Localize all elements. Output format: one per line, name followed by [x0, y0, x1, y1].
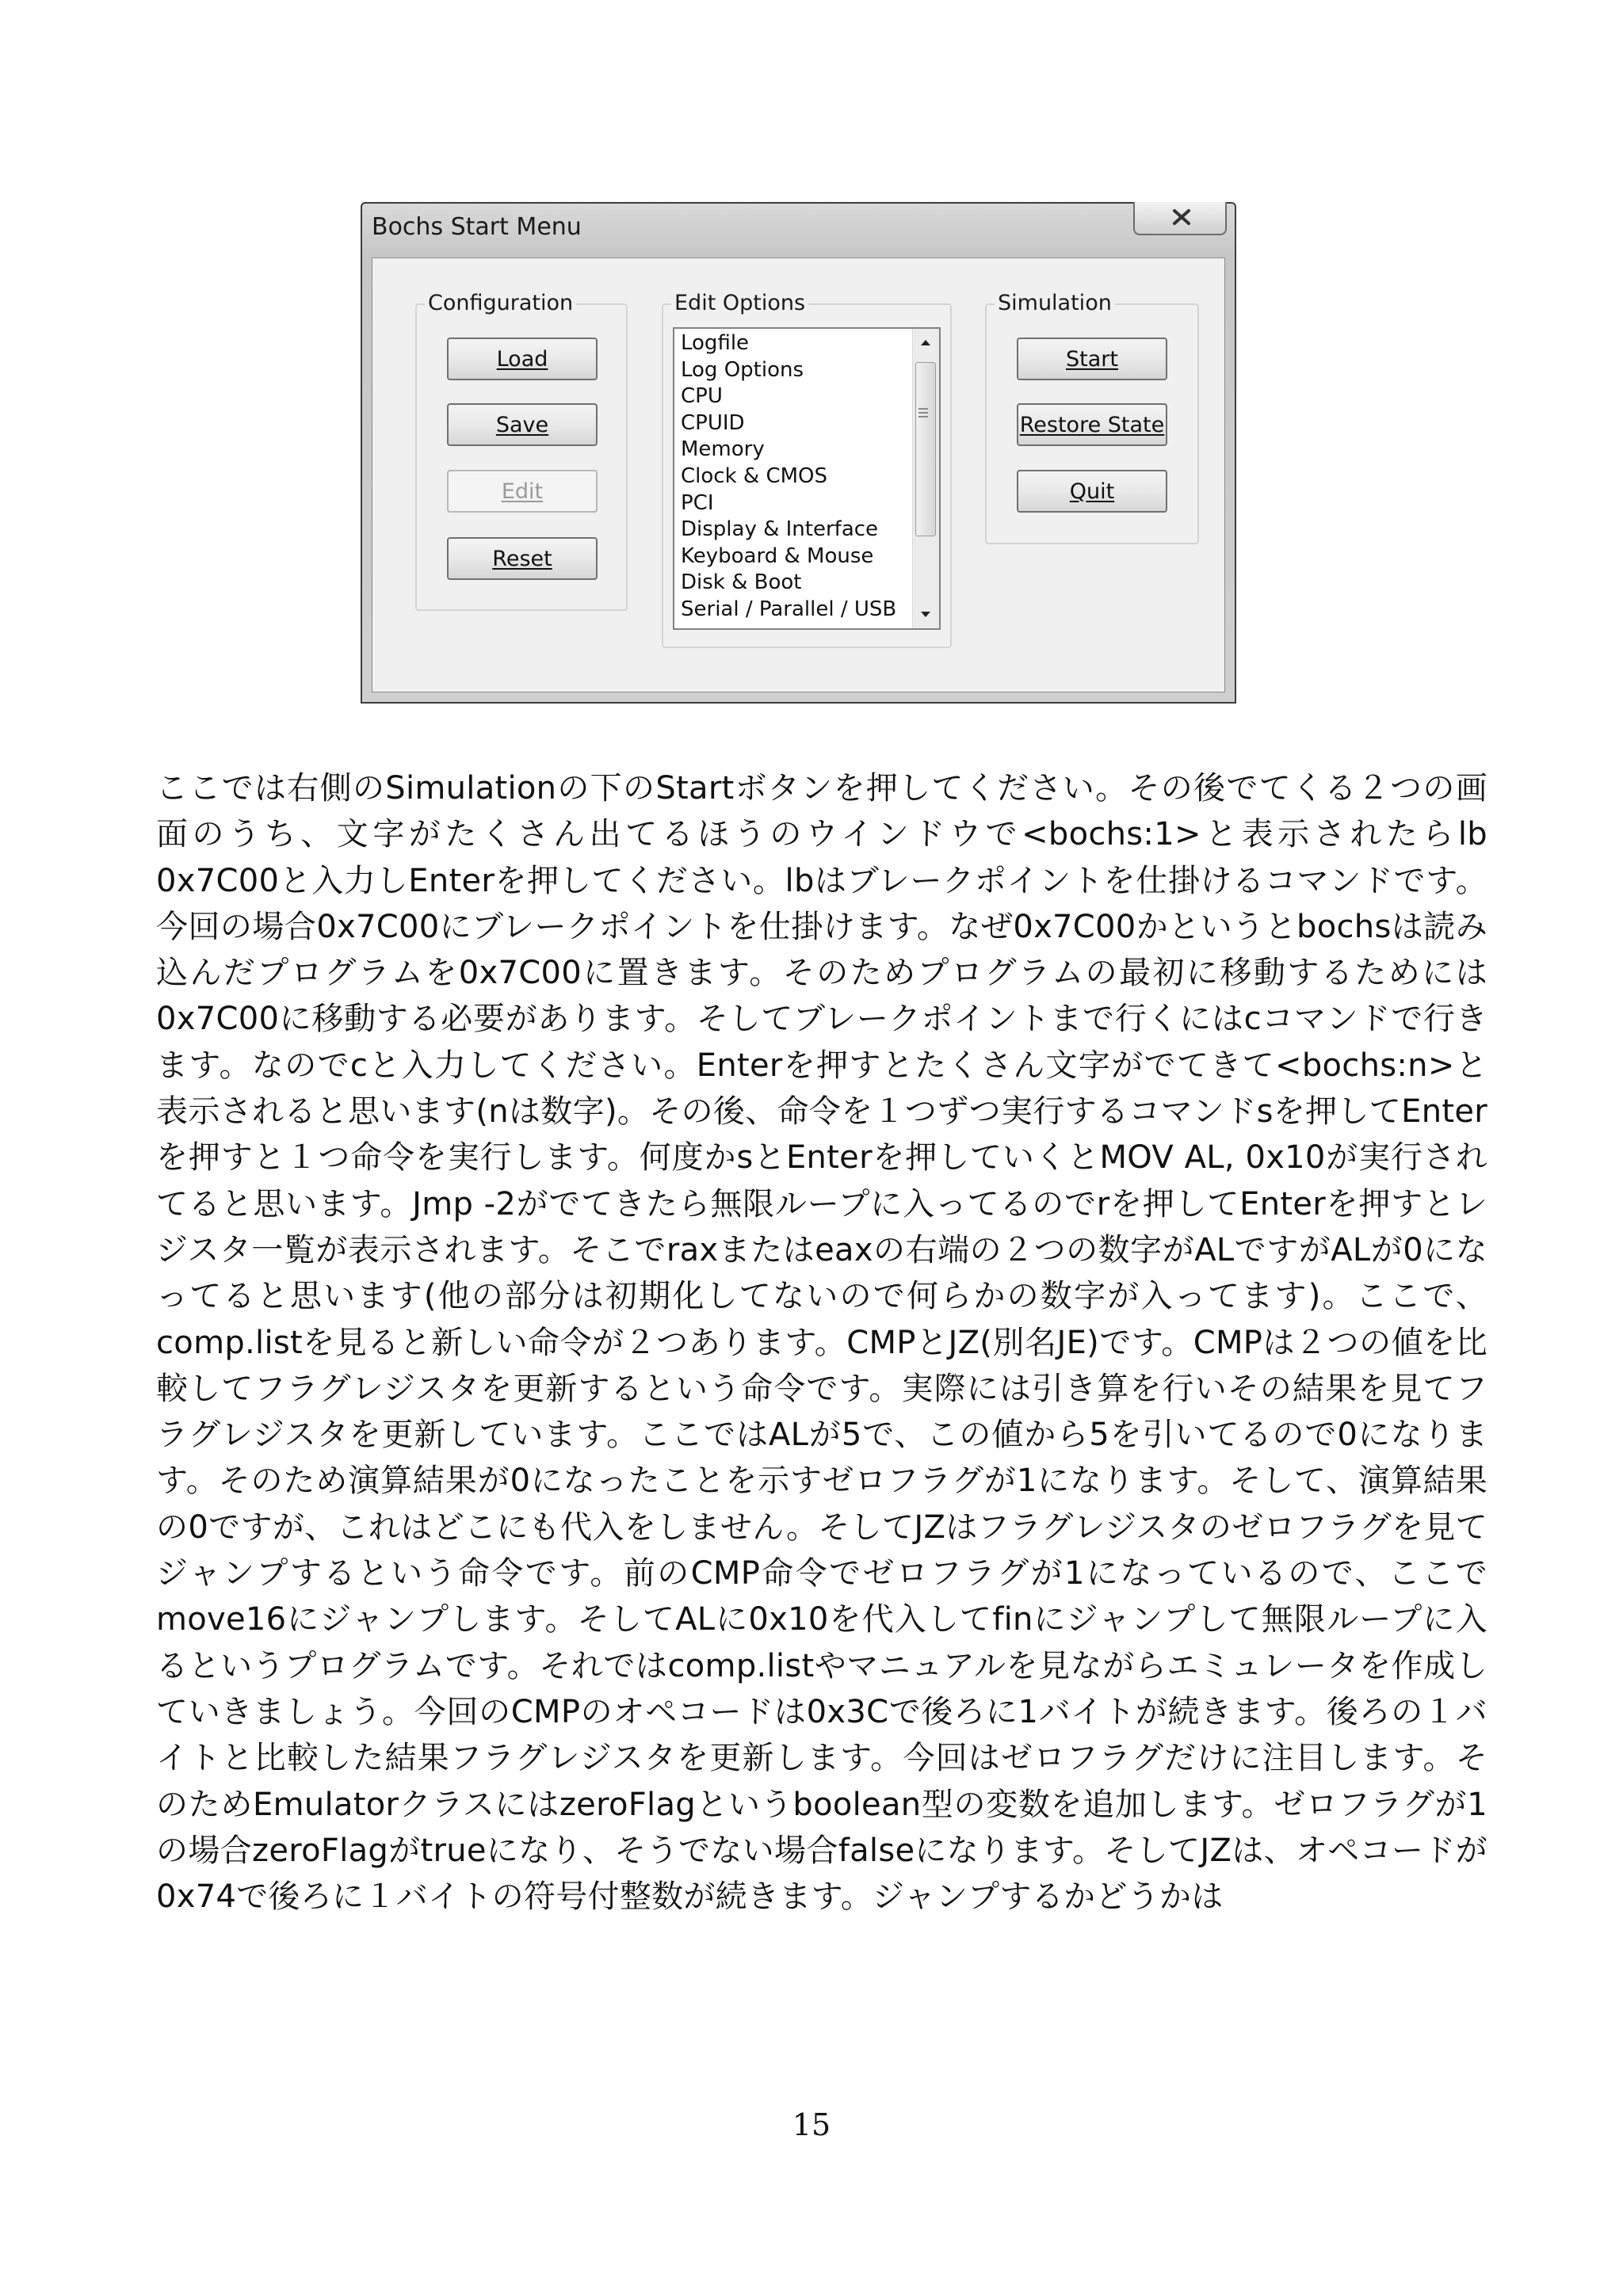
- list-item-memory[interactable]: Memory: [681, 437, 765, 462]
- load-button[interactable]: Load: [447, 338, 598, 380]
- edit-button[interactable]: Edit: [447, 470, 598, 513]
- bochs-start-menu-window: [361, 202, 1236, 704]
- configuration-group: [415, 291, 628, 611]
- listbox-scrollbar[interactable]: [912, 329, 939, 628]
- triangle-up-icon: [920, 338, 931, 346]
- window-title: Bochs Start Menu: [372, 213, 582, 241]
- body-paragraph: ここでは右側のSimulationの下のStartボタンを押してください。その後でてくる２つの画面のうち、文字がたくさん出てるほうのウインドウで<bochs:1>と表示されたらlb 0x7C00と入力しEnterを押してください。lbはブレークポイントを仕掛けるコマンドです。今回の場合0x7C00にブレークポイントを仕掛けます。なぜ0x7C00かというとbochsは読み込んだプログラムを0x7C00に置きます。そのためプログラムの最初に移動するためには0x7C00に移動する必要があります。そしてブレークポイントまで行くにはcコマンドで行きます。なのでcと入力してください。Enterを押すとたくさん文字がでてきて<bochs:n>と表示されると思います(nは数字)。その後、命令を１つずつ実行するコマンドsを押してEnterを押すと１つ命令を実行します。何度かsとEnterを押していくとMOV AL, 0x10が実行されてると思います。Jmp -2がでてきたら無限ループに入ってるのでrを押してEnterを押すとレジスタ一覧が表示されます。そこでraxまたはeaxの右端の２つの数字がALですがALが0になってると思います(他の部分は初期化してないので何らかの数字が入ってます)。ここで、comp.listを見ると新しい命令が２つあります。CMPとJZ(別名JE)です。CMPは２つの値を比較してフラグレジスタを更新するという命令です。実際には引き算を行いその結果を見てフラグレジスタを更新しています。ここではALが5で、この値から5を引いてるので0になります。そのため演算結果が0になったことを示すゼロフラグが1になります。そして、演算結果の0ですが、これはどこにも代入をしません。そしてJZはフラグレジスタのゼロフラグを見てジャンプするという命令です。前のCMP命令でゼロフラグが1になっているので、ここでmove16にジャンプします。そしてALに0x10を代入してfinにジャンプして無限ループに入るというプログラムです。それではcomp.listやマニュアルを見ながらエミュレータを作成していきましょう。今回のCMPのオペコードは0x3Cで後ろに1バイトが続きます。後ろの１バイトと比較した結果フラグレジスタを更新します。今回はゼロフラグだけに注目します。そのためEmulatorクラスにはzeroFlagというboolean型の変数を追加します。ゼロフラグが1の場合zeroFlagがtrueになり、そうでない場合falseになります。そしてJZは、オペコードが0x74で後ろに１バイトの符号付整数が続きます。ジャンプするかどうかは: [156, 770, 1488, 1916]
- edit-options-listbox[interactable]: [673, 327, 941, 630]
- simulation-group-label: Simulation: [995, 291, 1115, 315]
- list-item-cpu[interactable]: CPU: [681, 384, 723, 409]
- list-item-log-options[interactable]: Log Options: [681, 357, 804, 382]
- scroll-thumb[interactable]: [915, 362, 936, 536]
- simulation-group: [985, 291, 1199, 544]
- scroll-down-arrow[interactable]: [913, 601, 938, 628]
- scroll-up-arrow[interactable]: [913, 329, 938, 356]
- quit-button[interactable]: Quit: [1017, 470, 1167, 513]
- restore-state-button[interactable]: Restore State: [1017, 403, 1167, 446]
- window-close-button[interactable]: [1133, 202, 1227, 235]
- list-item-logfile[interactable]: Logfile: [681, 331, 750, 355]
- save-button[interactable]: Save: [447, 403, 598, 446]
- window-client-area: [372, 257, 1225, 692]
- list-item-disk-boot[interactable]: Disk & Boot: [681, 570, 802, 595]
- list-item-keyboard-mouse[interactable]: Keyboard & Mouse: [681, 543, 874, 568]
- list-item-clock-cmos[interactable]: Clock & CMOS: [681, 463, 827, 488]
- triangle-down-icon: [920, 611, 931, 619]
- list-item-pci[interactable]: PCI: [681, 490, 714, 515]
- configuration-group-label: Configuration: [425, 291, 576, 315]
- scroll-grip-icon: [918, 408, 928, 420]
- list-item-cpuid[interactable]: CPUID: [681, 410, 745, 435]
- list-item-display-interface[interactable]: Display & Interface: [681, 517, 879, 542]
- edit-options-group: [662, 291, 952, 648]
- start-button[interactable]: Start: [1017, 338, 1167, 380]
- edit-options-group-label: Edit Options: [671, 291, 808, 315]
- reset-button[interactable]: Reset: [447, 537, 598, 580]
- list-item-serial-parallel-usb[interactable]: Serial / Parallel / USB: [681, 597, 897, 621]
- close-icon: [1171, 208, 1192, 226]
- page-number: 15: [792, 2107, 831, 2142]
